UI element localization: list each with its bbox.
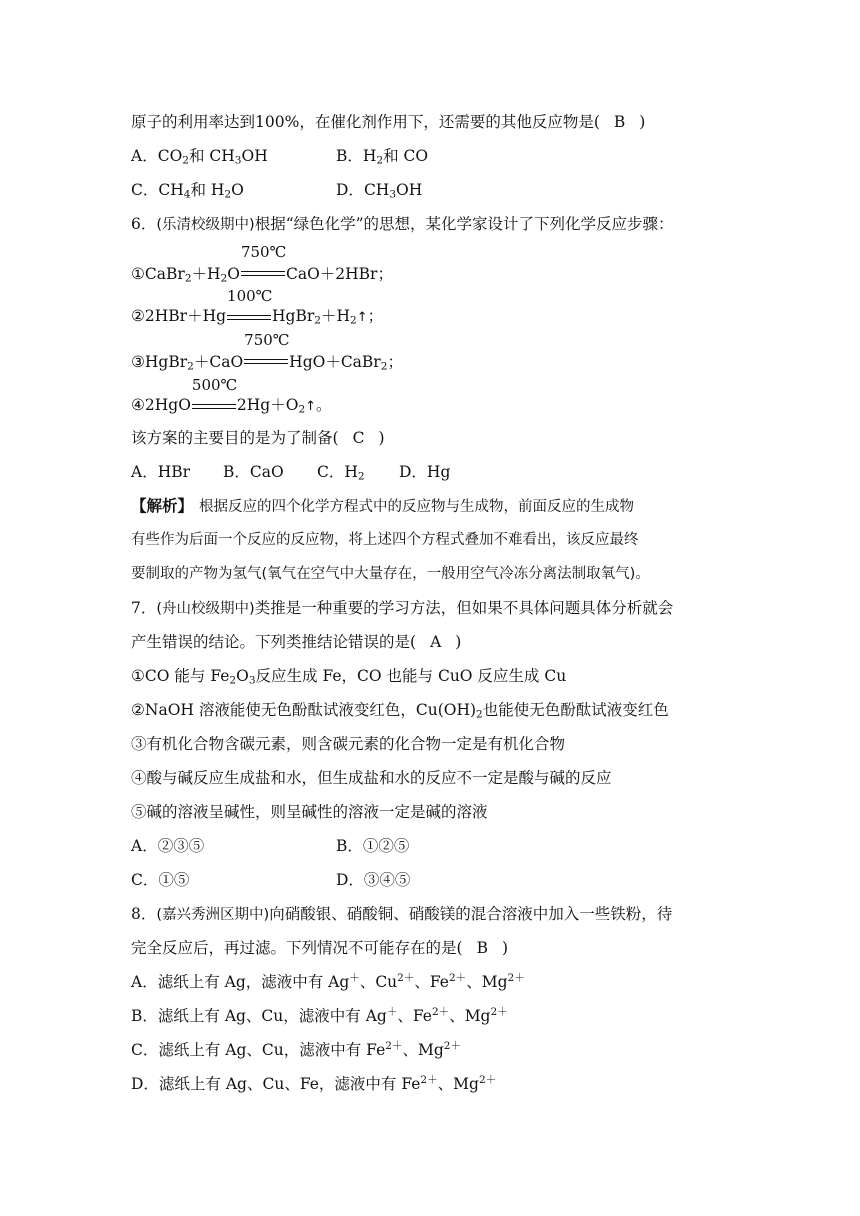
q7-source: (舟山校级期中): [156, 601, 255, 617]
q5-stem: 原子的利用率达到100%，在催化剂作用下，还需要的其他反应物是(: [131, 113, 600, 131]
analysis-line-2: 有些作为后面一个反应的反应物，将上述四个方程式叠加不难看出，该反应最终: [131, 532, 639, 548]
q7-statement-4: ④酸与碱反应生成盐和水，但生成盐和水的反应不一定是酸与碱的反应: [131, 769, 612, 787]
q6-equation-2: ②2HBr＋Hg 100℃ $HgBr_2+H_2↑$；: [131, 287, 384, 327]
q6-option-d: D．Hg: [399, 463, 451, 481]
q7-options-row-2: [131, 870, 410, 892]
q8-option-d: D．滤纸上有 Ag、Cu、Fe，滤液中有 $Fe^{2+}$、$Mg^{2+}$: [131, 1074, 497, 1093]
close-paren: ): [639, 113, 646, 131]
q6-source: (乐清校级期中): [156, 217, 255, 233]
reaction-condition-equals: 750℃: [241, 262, 285, 284]
q6-option-c: C．$H_2$: [317, 463, 365, 483]
q6-number: 6．: [131, 215, 157, 233]
analysis-line-1: 【解析】 根据反应的四个化学方程式中的反应物与生成物，前面反应的生成物: [131, 496, 635, 515]
q7-statement-2: ②NaOH 溶液能使无色酚酞试液变红色，$Cu(OH)_2$也能使无色酚酞试液变红色: [131, 701, 669, 721]
q6-stem-line: [131, 214, 674, 236]
q7-stem-line-1: 7．(舟山校级期中)类推是一种重要的学习方法，但如果不具体问题具体分析就会: [131, 599, 674, 617]
q6-options-row: [131, 462, 450, 484]
q5-options-row-1: [131, 146, 428, 168]
q6-question-line: 该方案的主要目的是为了制备( C ): [131, 429, 385, 447]
q8-answer: B: [476, 939, 488, 957]
q7-stem-line-2: 产生错误的结论。下列类推结论错误的是( A ): [131, 633, 462, 651]
q8-source: (嘉兴秀洲区期中): [156, 907, 270, 923]
q7-statement-5: ⑤碱的溶液呈碱性，则呈碱性的溶液一定是碱的溶液: [131, 803, 488, 821]
q6-equation-4: ④2HgO 500℃ $2Hg+O_2↑$。: [131, 376, 332, 416]
reaction-condition-equals: 100℃: [227, 306, 271, 328]
q5-options-row-2: [131, 180, 422, 202]
q6-option-b: B．CaO: [223, 463, 284, 481]
q8-stem-line-1: 8．(嘉兴秀洲区期中)向硝酸银、硝酸铜、硝酸镁的混合溶液中加入一些铁粉，待: [131, 905, 673, 923]
q8-option-a: A．滤纸上有 Ag，滤液中有 Ag＋、$Cu^{2+}$、$Fe^{2+}$、$Mg^{2+}$: [131, 972, 525, 991]
q5-stem-line: [131, 112, 645, 134]
q6-stem: 根据“绿色化学”的思想，某化学家设计了下列化学反应步骤：: [254, 215, 674, 233]
q5-option-b: B．$H_2$和 CO: [336, 147, 429, 167]
q5-option-a: A．$CO_2$和 $CH_3OH$: [131, 147, 268, 167]
q6-equation-3: ③HgBr$_2$＋CaO 750℃ HgO＋CaBr$_2$；: [131, 331, 403, 373]
q7-statement-1: ①CO 能与 $Fe_2O_3$反应生成 Fe，CO 也能与 CuO 反应生成 Cu: [131, 667, 567, 687]
reaction-condition-equals: 750℃: [244, 350, 288, 372]
q8-option-c: C．滤纸上有 Ag、Cu，滤液中有 $Fe^{2+}$、$Mg^{2+}$: [131, 1040, 462, 1059]
reaction-condition-equals: 500℃: [192, 395, 236, 417]
q7-options-row-1: [131, 836, 409, 858]
q7-option-c: C．①⑤: [131, 871, 190, 889]
q5-option-c: C．$CH_4$和 $H_2O$: [131, 181, 244, 201]
q6-answer: C: [352, 429, 365, 447]
q7-option-a: A．②③⑤: [131, 837, 205, 855]
analysis-line-3: 要制取的产物为氢气(氧气在空气中大量存在，一般用空气冷冻分离法制取氧气)。: [131, 566, 650, 582]
q7-statement-3: ③有机化合物含碳元素，则含碳元素的化合物一定是有机化合物: [131, 735, 566, 753]
q7-option-b: B．①②⑤: [336, 837, 410, 855]
q5-option-d: D．$CH_3OH$: [336, 181, 423, 201]
q6-equation-1: $①CaBr_2+H_2O$ 750℃ CaO＋2HBr；: [131, 243, 393, 285]
analysis-label: 【解析】: [131, 496, 194, 515]
gas-arrow-icon: ↑: [356, 310, 368, 325]
q8-stem-line-2: 完全反应后，再过滤。下列情况不可能存在的是( B ): [131, 939, 509, 957]
q7-answer: A: [430, 633, 442, 651]
q5-answer: B: [613, 113, 626, 131]
q8-option-b: B．滤纸上有 Ag、Cu，滤液中有 Ag＋、$Fe^{2+}$、$Mg^{2+}$: [131, 1006, 508, 1025]
q6-option-a: A．HBr: [131, 463, 191, 481]
gas-arrow-icon: ↑: [305, 399, 317, 414]
q7-option-d: D．③④⑤: [336, 871, 411, 889]
